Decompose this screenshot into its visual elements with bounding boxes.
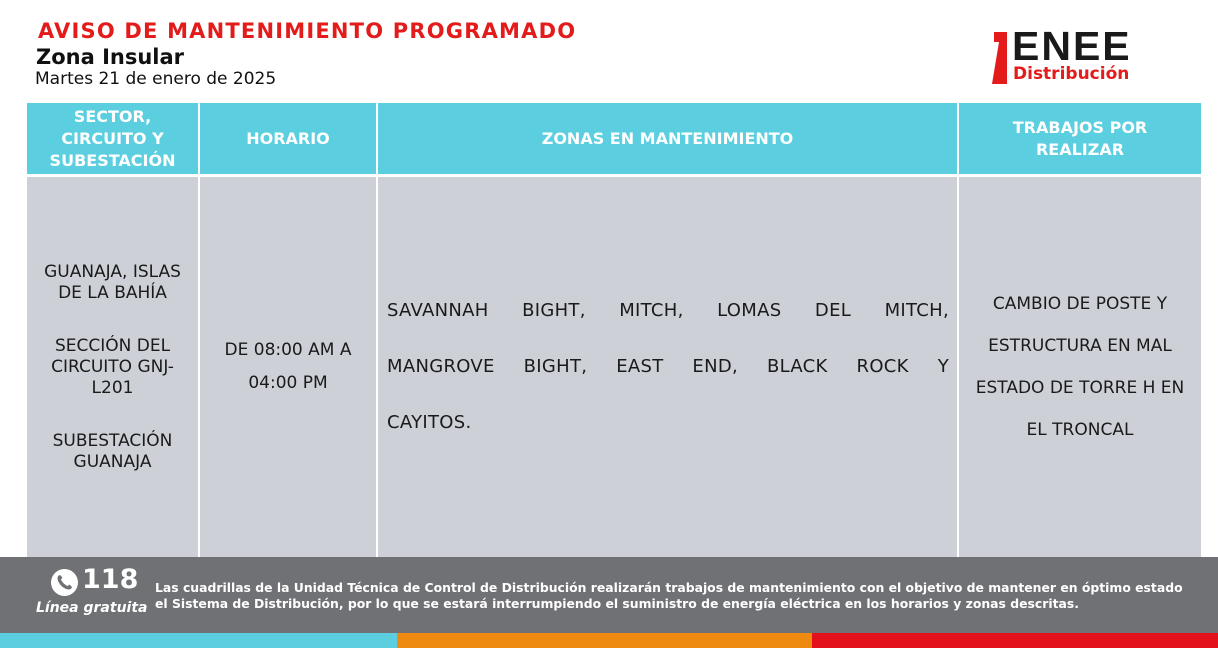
logo-wordmark: ENEE (1012, 23, 1132, 69)
work-cell: CAMBIO DE POSTE Y ESTRUCTURA EN MAL ESTADO DE TORRE H EN EL TRONCAL (958, 176, 1201, 558)
circuit-section: SECCIÓN DEL CIRCUITO GNJ-L201 (51, 335, 174, 398)
notice-title: AVISO DE MANTENIMIENTO PROGRAMADO (38, 19, 577, 43)
zones-text: SAVANNAH BIGHT, MITCH, LOMAS DEL MITCH, MANGROVE BIGHT, EAST END, BLACK ROCK Y CAYITOS. (387, 300, 949, 433)
enee-logo-mark-icon (990, 32, 1008, 84)
stripe-red (812, 633, 1218, 648)
phone-handset-icon (51, 569, 78, 596)
hotline-label: Línea gratuita (36, 600, 148, 616)
table-row (27, 176, 1201, 558)
column-header-work: TRABAJOS POR REALIZAR (958, 103, 1201, 176)
stripe-orange (397, 633, 812, 648)
column-header-zones: ZONAS EN MANTENIMIENTO (377, 103, 958, 176)
stripe-cyan (0, 633, 397, 648)
hotline-number: 118 (82, 564, 139, 595)
sector-cell (27, 176, 199, 558)
enee-logo (990, 23, 1165, 88)
sector-name: GUANAJA, ISLAS DE LA BAHÍA (44, 261, 181, 303)
zone-title: Zona Insular (36, 45, 185, 69)
footer-bar (0, 557, 1218, 633)
footer-notice: Las cuadrillas de la Unidad Técnica de Control de Distribución realizarán trabajos de mantenimiento con el objetivo de mantener en óptimo estado el Sistema de Distribución, por lo que se estará interrumpiendo el suministro de energía eléctrica en los horarios y zonas descritas. (155, 580, 1183, 611)
zones-cell (377, 176, 958, 558)
table-header-row (27, 103, 1201, 176)
column-header-schedule: HORARIO (199, 103, 377, 176)
notice-date: Martes 21 de enero de 2025 (35, 69, 277, 89)
phone-icon (51, 569, 78, 596)
column-header-sector: SECTOR, CIRCUITO Y SUBESTACIÓN (27, 103, 199, 176)
schedule-cell: DE 08:00 AM A 04:00 PM (199, 176, 377, 558)
logo-subtitle: Distribución (1013, 64, 1130, 84)
maintenance-table (27, 103, 1201, 557)
substation-name: SUBESTACIÓN GUANAJA (52, 430, 173, 472)
